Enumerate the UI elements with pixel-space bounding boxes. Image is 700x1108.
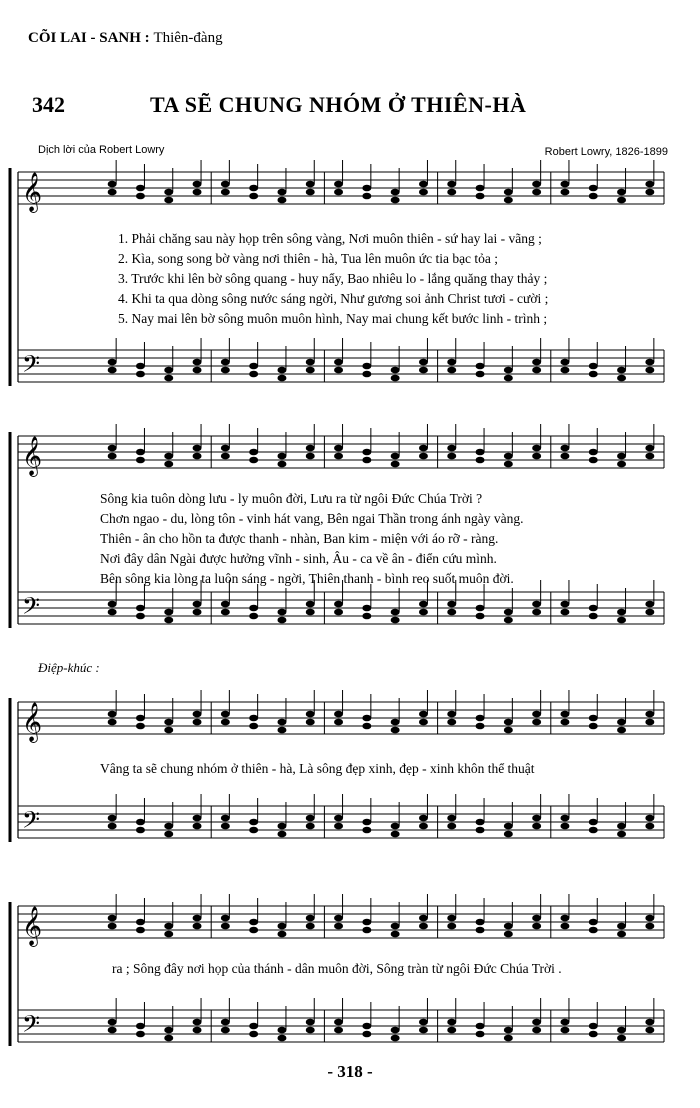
svg-text:𝄢: 𝄢 — [22, 592, 41, 625]
verse-4-line-1: 4. Khi ta qua dòng sông nước sáng ngời, Như gương soi ảnh Christ tươi - cười ; — [118, 291, 549, 306]
verse-1-line-1: 1. Phải chăng sau này họp trên sông vàng, Nơi muôn thiên - sứ hay lai - vãng ; — [118, 231, 542, 246]
svg-text:𝄢: 𝄢 — [22, 350, 41, 383]
section-label: CÕI LAI - SANH : — [28, 30, 150, 46]
verse-5-line-2: Bên sông kia lòng ta luôn sáng - ngời, Thiên thanh - bình reo suốt muôn đời. — [100, 571, 514, 586]
svg-text:𝄢: 𝄢 — [22, 1010, 41, 1043]
svg-text:𝄞: 𝄞 — [22, 702, 43, 742]
verse-2-line-2: Chơn ngao - du, lòng tôn - vinh hát vang, Bên ngai Thần trong ánh ngày vàng. — [100, 511, 524, 526]
lyrics-credit: Dịch lời của Robert Lowry — [38, 144, 165, 156]
verse-5-line-1: 5. Nay mai lên bờ sông muôn muôn hình, Nay mai chung kết bước linh - trình ; — [118, 311, 548, 326]
page-number: - 318 - — [327, 1062, 373, 1081]
hymn-title: TA SẼ CHUNG NHÓM Ở THIÊN-HÀ — [150, 92, 527, 117]
verse-1-line-2: Sông kia tuôn dòng lưu - ly muôn đời, Lưu ra từ ngôi Đức Chúa Trời ? — [100, 491, 483, 506]
verse-4-line-2: Nơi đây dân Ngài được hưởng vĩnh - sinh, Âu - ca về ân - điển cứu mình. — [100, 551, 497, 566]
svg-text:𝄞: 𝄞 — [22, 172, 43, 212]
subsection-label: Thiên-đàng — [153, 30, 223, 46]
refrain-line-2: ra ; Sông đây nơi họp của thánh - dân muôn đời, Sông tràn từ ngôi Đức Chúa Trời . — [112, 961, 562, 976]
refrain-label: Điệp-khúc : — [38, 660, 100, 675]
verse-3-line-1: 3. Trước khi lên bờ sông quang - huy nẩy, Bao nhiêu lo - lắng quăng thay thảy ; — [118, 271, 548, 286]
composer-credit: Robert Lowry, 1826-1899 — [544, 146, 668, 158]
svg-text:𝄢: 𝄢 — [22, 806, 41, 839]
verse-3-line-2: Thiên - ân cho hồn ta được thanh - nhàn, Ban kim - miện với áo rỡ - ràng. — [100, 531, 499, 546]
section-heading — [28, 30, 223, 47]
hymn-number: 342 — [32, 92, 65, 117]
svg-text:𝄞: 𝄞 — [22, 906, 43, 946]
verse-2-line-1: 2. Kìa, song song bờ vàng nơi thiên - hà, Tua lên muôn ức tia bạc tỏa ; — [118, 251, 499, 266]
refrain-line-1: Vâng ta sẽ chung nhóm ở thiên - hà, Là sông đẹp xinh, đẹp - xinh khôn thể thuật — [100, 761, 535, 776]
svg-text:𝄞: 𝄞 — [22, 436, 43, 476]
